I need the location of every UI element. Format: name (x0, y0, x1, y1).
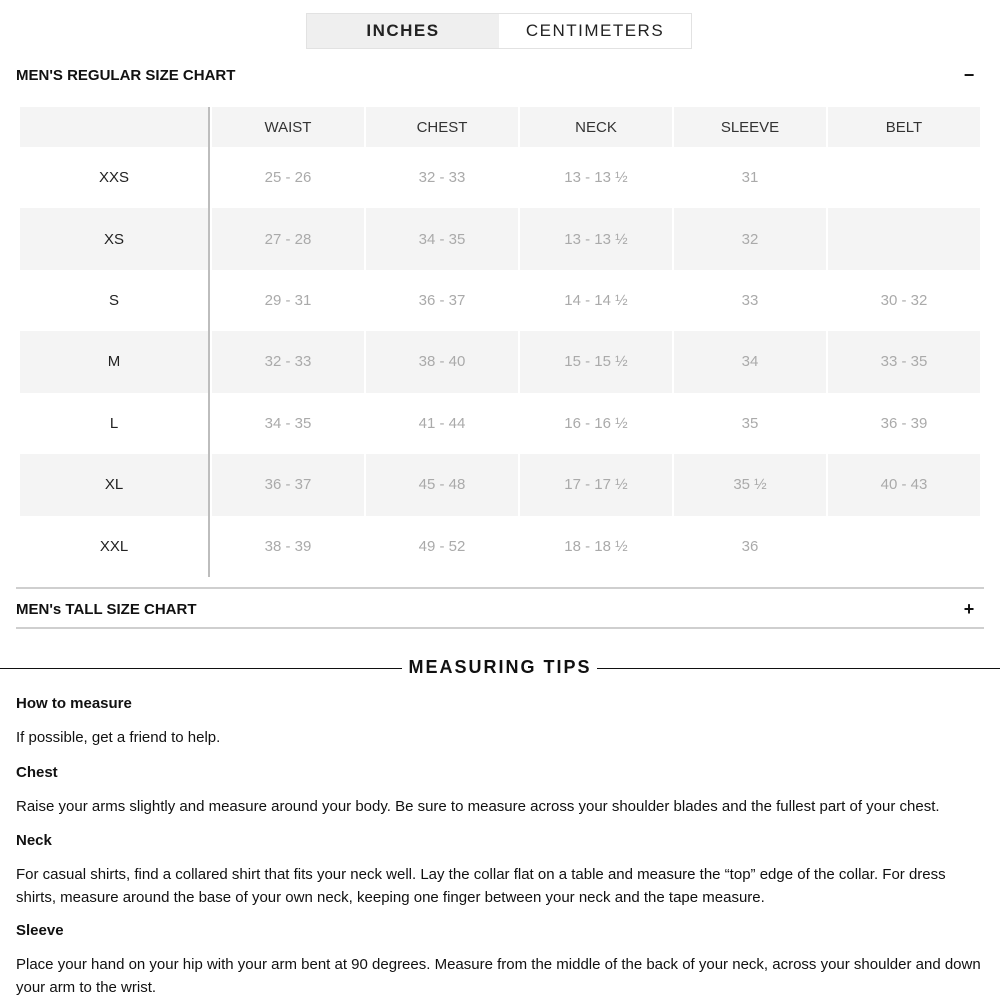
sleeve-value: 32 (674, 208, 826, 269)
neck-value: 15 - 15 ½ (520, 331, 672, 392)
chest-value: 34 - 35 (366, 208, 518, 269)
size-label: XL (20, 454, 210, 515)
sleeve-text: Place your hand on your hip with your arm bent at 90 degrees. Measure from the middle of the back of your neck, across your shoulder and down your arm to the wrist. (16, 956, 981, 996)
table-row (20, 147, 980, 208)
chest-value: 36 - 37 (418, 292, 466, 310)
chest-value: 49 - 52 (418, 537, 466, 555)
section-divider (16, 587, 984, 589)
waist-value: 34 - 35 (264, 414, 312, 432)
sleeve-heading: Sleeve (16, 922, 64, 939)
chest-heading: Chest (16, 764, 58, 781)
neck-heading: Neck (16, 832, 52, 849)
sleeve-value: 36 (741, 537, 759, 555)
belt-value: 40 - 43 (828, 454, 980, 515)
chest-value: 45 - 48 (366, 454, 518, 515)
sleeve-value: 34 (674, 331, 826, 392)
tips-rule-left (0, 668, 402, 669)
column-header-sleeve: SLEEVE (674, 107, 826, 147)
belt-value (828, 147, 980, 208)
tall-size-chart-title: MEN's TALL SIZE CHART (16, 600, 197, 618)
waist-value: 36 - 37 (212, 454, 364, 515)
size-label: XXL (20, 516, 210, 577)
column-header-belt: BELT (828, 107, 980, 147)
section-divider (16, 627, 984, 629)
measuring-tips-title: MEASURING TIPS (408, 657, 592, 677)
regular-size-chart-title: MEN'S REGULAR SIZE CHART (16, 66, 236, 84)
size-label: XXS (20, 147, 210, 208)
regular-size-table (18, 107, 982, 577)
size-label: L (20, 393, 210, 454)
waist-value: 29 - 31 (264, 292, 312, 310)
neck-value: 13 - 13 ½ (520, 208, 672, 269)
column-header-neck: NECK (520, 107, 672, 147)
table-row (20, 516, 980, 577)
waist-value: 38 - 39 (264, 537, 312, 555)
belt-value (828, 208, 980, 269)
table-corner-cell (20, 107, 210, 147)
chest-value: 41 - 44 (418, 414, 466, 432)
belt-value: 36 - 39 (880, 414, 928, 432)
waist-value: 25 - 26 (264, 169, 312, 187)
expand-icon[interactable]: + (963, 598, 975, 619)
column-header-chest: CHEST (366, 107, 518, 147)
table-row (20, 208, 980, 269)
chest-value: 38 - 40 (366, 331, 518, 392)
belt-value: 30 - 32 (880, 292, 928, 310)
neck-value: 14 - 14 ½ (564, 292, 628, 310)
belt-value (828, 516, 980, 577)
neck-value: 17 - 17 ½ (520, 454, 672, 515)
sleeve-value: 35 (741, 414, 759, 432)
chest-value: 32 - 33 (418, 169, 466, 187)
waist-value: 27 - 28 (212, 208, 364, 269)
centimeters-tab[interactable]: CENTIMETERS (499, 14, 691, 48)
collapse-icon[interactable]: − (963, 64, 975, 85)
belt-value: 33 - 35 (828, 331, 980, 392)
neck-value: 16 - 16 ½ (564, 414, 628, 432)
regular-size-chart-header[interactable] (16, 62, 984, 88)
how-to-measure-heading: How to measure (16, 695, 132, 712)
inches-tab[interactable]: INCHES (307, 14, 499, 48)
column-header-waist: WAIST (212, 107, 364, 147)
unit-toggle (306, 13, 692, 49)
tall-size-chart-header[interactable] (16, 596, 984, 622)
sleeve-value: 31 (741, 169, 759, 187)
table-header-row (20, 107, 980, 147)
neck-text: For casual shirts, find a collared shirt that fits your neck well. Lay the collar flat on a table and measure the “top” edge of the collar. For dress shirts, measure around the base of your own neck, keeping one finger between your neck and the tape measure. (16, 866, 946, 906)
size-label: S (20, 270, 210, 331)
neck-value: 13 - 13 ½ (564, 169, 628, 187)
size-label: M (20, 331, 210, 392)
sleeve-value: 33 (741, 292, 759, 310)
neck-value: 18 - 18 ½ (564, 537, 628, 555)
table-row (20, 393, 980, 454)
table-row (20, 331, 980, 392)
tips-rule-right (597, 668, 1000, 669)
size-label: XS (20, 208, 210, 269)
sleeve-value: 35 ½ (674, 454, 826, 515)
table-row (20, 270, 980, 331)
how-to-measure-text: If possible, get a friend to help. (16, 729, 221, 746)
table-row (20, 454, 980, 515)
chest-text: Raise your arms slightly and measure around your body. Be sure to measure across your shoulder blades and the fullest part of your chest. (16, 798, 940, 815)
waist-value: 32 - 33 (212, 331, 364, 392)
